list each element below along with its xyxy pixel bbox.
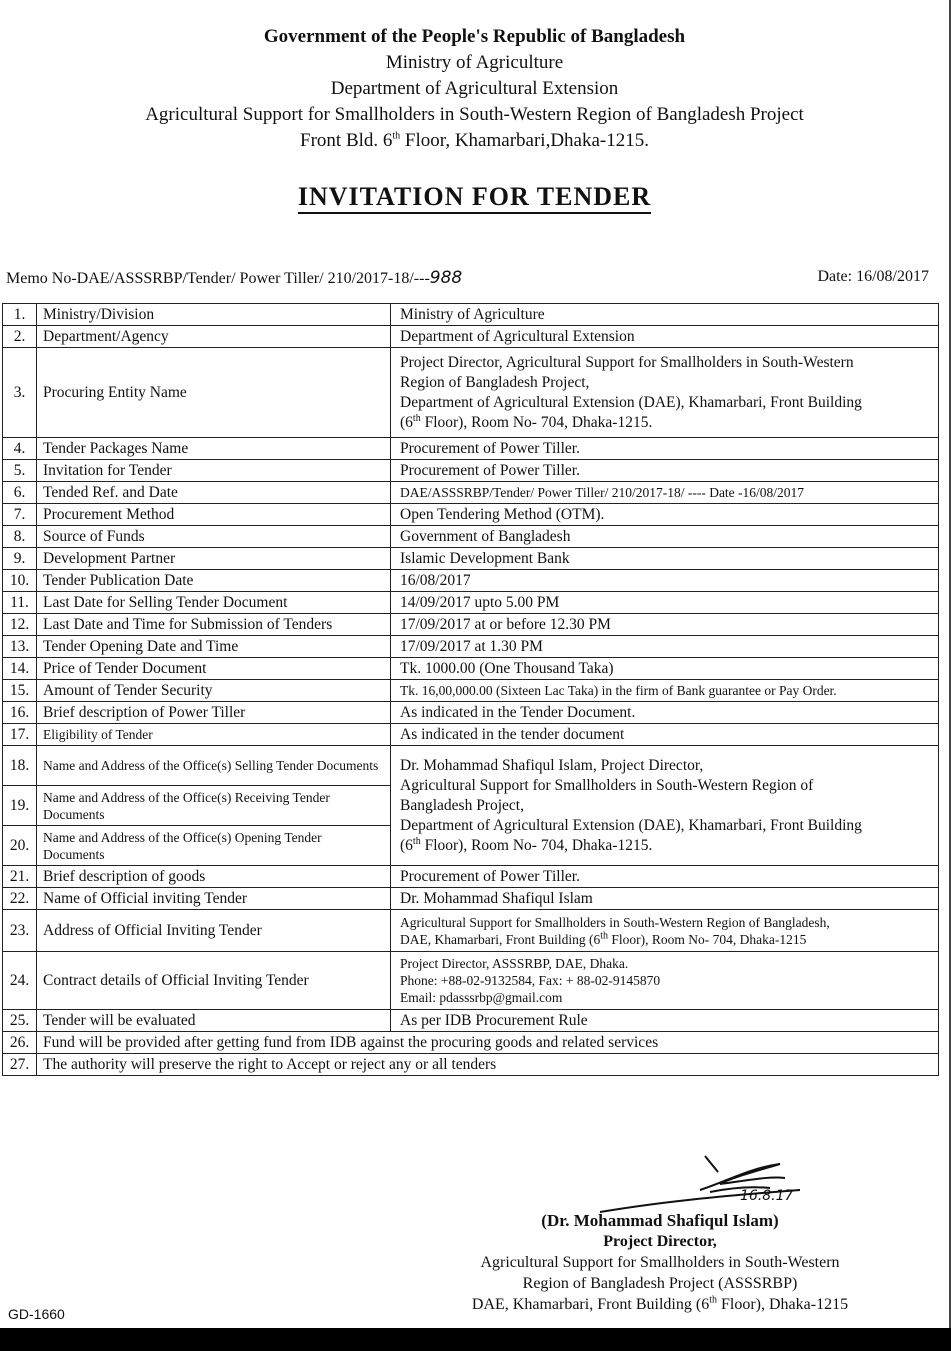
serial-cell: 20.: [3, 826, 37, 866]
signatory-name: (Dr. Mohammad Shafiqul Islam): [541, 1211, 779, 1230]
value-cell: Ministry of Agriculture: [391, 304, 939, 326]
label-cell: Last Date and Time for Submission of Tenders: [37, 614, 391, 636]
label-cell: Name of Official inviting Tender: [37, 888, 391, 910]
signatory-designation: Project Director,: [603, 1233, 717, 1250]
table-row: [3, 1054, 939, 1076]
table-row: [3, 592, 939, 614]
label-cell: Tender Publication Date: [37, 570, 391, 592]
label-cell: Tender will be evaluated: [37, 1010, 391, 1032]
department-name: Department of Agricultural Extension: [330, 78, 619, 99]
value-cell: DAE/ASSSRBP/Tender/ Power Tiller/ 210/2017-18/ ---- Date -16/08/2017: [391, 482, 939, 504]
table-row: [3, 482, 939, 504]
label-cell: Price of Tender Document: [37, 658, 391, 680]
serial-cell: 22.: [3, 888, 37, 910]
serial-cell: 19.: [3, 786, 37, 826]
value-cell: 16/08/2017: [391, 570, 939, 592]
memo-date: Date: 16/08/2017: [817, 268, 929, 285]
signatory-line-1: Agricultural Support for Smallholders in South-Western: [480, 1254, 840, 1271]
value-cell: 17/09/2017 at or before 12.30 PM: [391, 614, 939, 636]
label-cell: Development Partner: [37, 548, 391, 570]
value-cell: As indicated in the Tender Document.: [391, 702, 939, 724]
table-row: [3, 570, 939, 592]
label-cell: Source of Funds: [37, 526, 391, 548]
table-row: [3, 952, 939, 1010]
label-cell: Tender Opening Date and Time: [37, 636, 391, 658]
serial-cell: 9.: [3, 548, 37, 570]
signatory-line-2: Region of Bangladesh Project (ASSSRBP): [522, 1275, 798, 1292]
value-cell: As per IDB Procurement Rule: [391, 1010, 939, 1032]
serial-cell: 3.: [3, 348, 37, 438]
serial-cell: 8.: [3, 526, 37, 548]
value-cell: Project Director, Agricultural Support for Smallholders in South-Western Region of Bangladesh Project, Department of Agricultural Extension (DAE), Khamarbari, Front Building (6th Floor), Room No- 704, Dhaka-1215.: [391, 348, 939, 438]
ministry-name: Ministry of Agriculture: [385, 52, 564, 73]
letterhead: [0, 0, 949, 154]
table-row: [3, 702, 939, 724]
value-cell: Fund will be provided after getting fund from IDB against the procuring goods and related services: [37, 1032, 939, 1054]
value-cell: Government of Bangladesh: [391, 526, 939, 548]
serial-cell: 1.: [3, 304, 37, 326]
table-row: [3, 326, 939, 348]
serial-cell: 6.: [3, 482, 37, 504]
table-row: [3, 866, 939, 888]
value-cell: Agricultural Support for Smallholders in South-Western Region of Bangladesh, DAE, Khamarbari, Front Building (6th Floor), Room No- 704, Dhaka-1215: [391, 910, 939, 952]
serial-cell: 23.: [3, 910, 37, 952]
value-cell: 14/09/2017 upto 5.00 PM: [391, 592, 939, 614]
tender-details-table: [2, 303, 939, 1076]
value-cell: 17/09/2017 at 1.30 PM: [391, 636, 939, 658]
label-cell: Invitation for Tender: [37, 460, 391, 482]
label-cell: Brief description of Power Tiller: [37, 702, 391, 724]
table-row: [3, 348, 939, 438]
value-cell: Project Director, ASSSRBP, DAE, Dhaka. Phone: +88-02-9132584, Fax: + 88-02-9145870 Email: pdasssrbp@gmail.com: [391, 952, 939, 1010]
serial-cell: 7.: [3, 504, 37, 526]
table-row: [3, 548, 939, 570]
serial-cell: 17.: [3, 724, 37, 746]
office-address-merged-cell: Dr. Mohammad Shafiqul Islam, Project Director, Agricultural Support for Smallholders in South-Western Region of Bangladesh Project, Department of Agricultural Extension (DAE), Khamarbari, Front Building (6th Floor), Room No- 704, Dhaka-1215.: [391, 746, 939, 866]
signatory-line-3: DAE, Khamarbari, Front Building (6th Floor), Dhaka-1215: [471, 1294, 849, 1313]
label-cell: Ministry/Division: [37, 304, 391, 326]
value-cell: Department of Agricultural Extension: [391, 326, 939, 348]
serial-cell: 5.: [3, 460, 37, 482]
label-cell: Name and Address of the Office(s) Opening Tender Documents: [37, 826, 391, 866]
table-row: [3, 636, 939, 658]
table-row: [3, 526, 939, 548]
table-row: [3, 304, 939, 326]
table-row: [3, 680, 939, 702]
signature-block: [430, 1210, 890, 1315]
label-cell: Tended Ref. and Date: [37, 482, 391, 504]
label-cell: Name and Address of the Office(s) Receiving Tender Documents: [37, 786, 391, 826]
handwritten-memo-number: 988: [429, 268, 463, 288]
label-cell: Last Date for Selling Tender Document: [37, 592, 391, 614]
table-row: [3, 910, 939, 952]
serial-cell: 11.: [3, 592, 37, 614]
serial-cell: 18.: [3, 746, 37, 786]
value-cell: Tk. 1000.00 (One Thousand Taka): [391, 658, 939, 680]
serial-cell: 12.: [3, 614, 37, 636]
table-row: [3, 614, 939, 636]
value-cell: Open Tendering Method (OTM).: [391, 504, 939, 526]
table-row: [3, 1010, 939, 1032]
serial-cell: 24.: [3, 952, 37, 1010]
serial-cell: 4.: [3, 438, 37, 460]
signature-date: 16.8.17: [740, 1188, 794, 1204]
document-title: INVITATION FOR TENDER: [0, 182, 949, 212]
government-name: Government of the People's Republic of Bangladesh: [263, 26, 686, 47]
label-cell: Brief description of goods: [37, 866, 391, 888]
serial-cell: 21.: [3, 866, 37, 888]
serial-cell: 14.: [3, 658, 37, 680]
label-cell: Department/Agency: [37, 326, 391, 348]
memo-number: Memo No-DAE/ASSSRBP/Tender/ Power Tiller/ 210/2017-18/---988: [6, 268, 463, 288]
table-row: [3, 658, 939, 680]
serial-cell: 25.: [3, 1010, 37, 1032]
table-row: [3, 888, 939, 910]
project-name: Agricultural Support for Smallholders in South-Western Region of Bangladesh Project: [145, 104, 804, 125]
table-row: [3, 1032, 939, 1054]
serial-cell: 16.: [3, 702, 37, 724]
label-cell: Procuring Entity Name: [37, 348, 391, 438]
label-cell: Name and Address of the Office(s) Selling Tender Documents: [37, 746, 391, 786]
label-cell: Eligibility of Tender: [37, 724, 391, 746]
table-row: [3, 460, 939, 482]
label-cell: Procurement Method: [37, 504, 391, 526]
value-cell: The authority will preserve the right to Accept or reject any or all tenders: [37, 1054, 939, 1076]
value-cell: Procurement of Power Tiller.: [391, 460, 939, 482]
serial-cell: 13.: [3, 636, 37, 658]
value-cell: Islamic Development Bank: [391, 548, 939, 570]
signature-stroke: [700, 1156, 785, 1192]
office-address: Front Bld. 6th Floor, Khamarbari,Dhaka-1215.: [300, 130, 649, 151]
serial-cell: 2.: [3, 326, 37, 348]
table-row: [3, 746, 939, 786]
footer-code: GD-1660: [8, 1306, 65, 1322]
label-cell: Contract details of Official Inviting Tender: [37, 952, 391, 1010]
serial-cell: 26.: [3, 1032, 37, 1054]
value-cell: Procurement of Power Tiller.: [391, 866, 939, 888]
label-cell: Address of Official Inviting Tender: [37, 910, 391, 952]
table-row: [3, 438, 939, 460]
label-cell: Amount of Tender Security: [37, 680, 391, 702]
value-cell: Dr. Mohammad Shafiqul Islam: [391, 888, 939, 910]
value-cell: Procurement of Power Tiller.: [391, 438, 939, 460]
serial-cell: 15.: [3, 680, 37, 702]
value-cell: As indicated in the tender document: [391, 724, 939, 746]
value-cell: Tk. 16,00,000.00 (Sixteen Lac Taka) in the firm of Bank guarantee or Pay Order.: [391, 680, 939, 702]
table-row: [3, 724, 939, 746]
label-cell: Tender Packages Name: [37, 438, 391, 460]
serial-cell: 27.: [3, 1054, 37, 1076]
table-row: [3, 504, 939, 526]
serial-cell: 10.: [3, 570, 37, 592]
